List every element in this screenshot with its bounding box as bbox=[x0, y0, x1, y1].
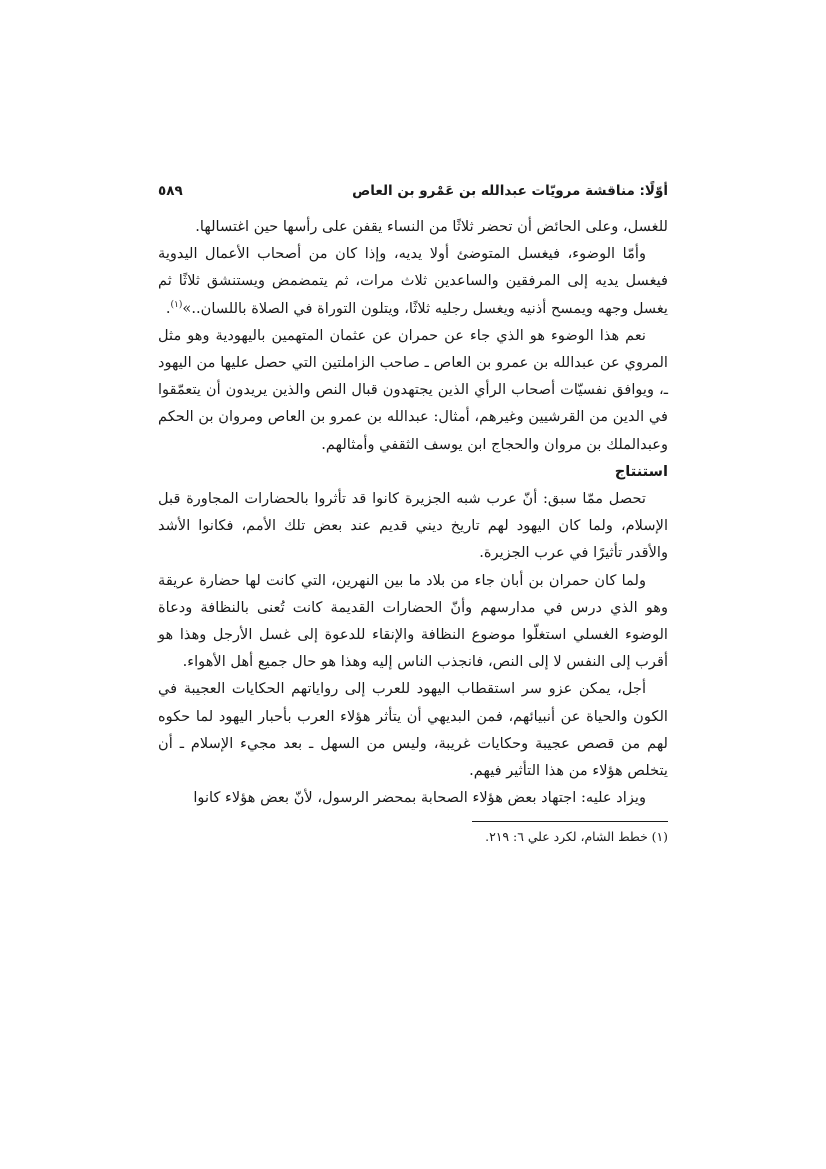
paragraph-4: تحصل ممّا سبق: أنّ عرب شبه الجزيرة كانوا قد تأثروا بالحضارات المجاورة قبل الإسلام، ولما كان اليهود لهم تاريخ ديني قديم عند بعض تلك الأمم، فكانوا الأشد والأقدر تأثيرًا في عرب الجزيرة. bbox=[158, 490, 668, 562]
paragraph-2-text: وأمّا الوضوء، فيغسل المتوضئ أولا يديه، وإذا كان من أصحاب الأعمال اليدوية فيغسل يديه إلى المرفقين والساعدين ثلاث مرات، ثم يتمضمض ويستنشق ثلاثًا ثم يغسل وجهه ويمسح أذنيه ويغسل رجليه ثلاثًا، ويتلون التوراة في الصلاة باللسان..» bbox=[158, 245, 668, 317]
footnote-divider bbox=[472, 821, 668, 822]
book-page bbox=[158, 183, 668, 848]
section-heading: استنتاج bbox=[614, 462, 668, 480]
chapter-title: أوّلًا: مناقشة مرويّات عبدالله بن عَمْرو بن العاص bbox=[352, 183, 668, 199]
paragraph-7: ويزاد عليه: اجتهاد بعض هؤلاء الصحابة بمحضر الرسول، لأنّ بعض هؤلاء كانوا bbox=[193, 789, 646, 807]
paragraph-2-suffix: . bbox=[165, 299, 171, 317]
footnote-reference: (١) bbox=[170, 299, 183, 310]
paragraph-1: للغسل، وعلى الحائض أن تحضر ثلاثًا من النساء يقفن على رأسها حين اغتسالها. bbox=[195, 218, 668, 235]
paragraph-3: نعم هذا الوضوء هو الذي جاء عن حمران عن عثمان المتهمين باليهودية وهو مثل المروي عن عبدالله بن عمرو بن العاص ـ صاحب الزاملتين التي حصل عليها من اليهود ـ، ويوافق نفسيّات أصحاب الرأي الذين يجتهدون قبال النص والذين يريدون أن يتعمّقوا في الدين من القرشيين وغيرهم، أمثال: عبدالله بن عمرو بن العاص ومروان بن الحكم وعبدالملك بن مروان والحجاج ابن يوسف الثقفي وأمثالهم. bbox=[158, 326, 668, 453]
paragraph-6: أجل، يمكن عزو سر استقطاب اليهود للعرب إلى رواياتهم الحكايات العجيبة في الكون والحياة عن أنبيائهم، فمن البديهي أن يتأثر هؤلاء العرب بأحبار اليهود لما حكوه لهم من قصص عجيبة وحكايات غريبة، وليس من السهل ـ بعد مجيء الإسلام ـ أن يتخلص هؤلاء من هذا التأثير فيهم. bbox=[158, 680, 668, 780]
footnote: (١) خطط الشام، لكرد علي ٦: ٢١٩. bbox=[485, 829, 668, 845]
paragraph-2 bbox=[158, 240, 668, 322]
paragraph-5: ولما كان حمران بن أبان جاء من بلاد ما بين النهرين، التي كانت لها حضارة عريقة وهو الذي درس في مدارسهم وأنّ الحضارات القديمة كانت تُعنى بالنظافة ودعاة الوضوء الغسلي استغلّوا موضوع النظافة والإنقاء للدعوة إلى غسل الأرجل وهذا هو أقرب إلى النفس لا إلى النص، فانجذب الناس إليه وهذا هو حال جميع أهل الأهواء. bbox=[158, 571, 668, 671]
running-header bbox=[158, 183, 668, 209]
page-number: ٥٨٩ bbox=[158, 183, 183, 199]
